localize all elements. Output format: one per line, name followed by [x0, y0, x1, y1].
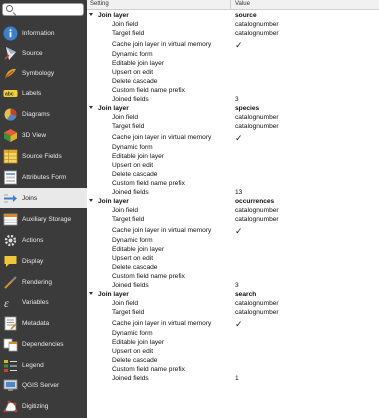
table-row[interactable] — [87, 39, 379, 51]
column-header-value[interactable]: Value — [235, 1, 250, 7]
variables-icon — [3, 295, 18, 310]
table-row[interactable] — [87, 282, 379, 291]
setting-label: Delete cascade — [112, 357, 158, 364]
setting-value: catalognumber — [235, 309, 279, 316]
table-header — [87, 0, 379, 10]
table-row[interactable] — [87, 114, 379, 123]
table-row[interactable] — [87, 330, 379, 339]
setting-label: Dynamic form — [112, 51, 153, 58]
setting-label: Dynamic form — [112, 237, 153, 244]
setting-label: Join field — [112, 21, 139, 28]
table-row[interactable] — [87, 96, 379, 105]
setting-label: Upsert on edit — [112, 348, 154, 355]
sidebar-item-label: Symbology — [22, 69, 55, 77]
sidebar-item-label: Source Fields — [22, 152, 62, 160]
setting-label: Join field — [112, 300, 139, 307]
sidebar-item-label: Variables — [22, 298, 49, 306]
sidebar-item-dependencies[interactable] — [0, 334, 87, 354]
sidebar-item-label: Joins — [22, 194, 38, 202]
setting-value: 1 — [235, 375, 239, 382]
table-row[interactable] — [87, 237, 379, 246]
setting-label: Joined fields — [112, 189, 149, 196]
setting-value: catalognumber — [235, 30, 279, 37]
information-icon — [3, 26, 18, 41]
table-row[interactable] — [87, 162, 379, 171]
setting-value: catalognumber — [235, 21, 279, 28]
join-layer-title: Join layer — [89, 105, 129, 112]
table-row[interactable] — [87, 348, 379, 357]
table-row[interactable] — [87, 339, 379, 348]
sidebar-item-information[interactable] — [0, 23, 87, 43]
source-fields-icon — [3, 149, 18, 164]
setting-label: Editable join layer — [112, 60, 165, 67]
table-row[interactable] — [87, 21, 379, 30]
setting-label: Delete cascade — [112, 264, 158, 271]
table-row[interactable] — [87, 87, 379, 96]
sidebar-item-digitizing[interactable] — [0, 396, 87, 416]
joins-icon — [3, 191, 18, 206]
setting-label: Custom field name prefix — [112, 180, 185, 187]
sidebar — [0, 0, 87, 418]
setting-value: catalognumber — [235, 216, 279, 223]
table-row[interactable] — [87, 144, 379, 153]
table-row[interactable] — [87, 51, 379, 60]
setting-label: Joined fields — [112, 375, 149, 382]
sidebar-item-actions[interactable] — [0, 230, 87, 250]
table-row[interactable] — [87, 357, 379, 366]
setting-value: 3 — [235, 282, 239, 289]
setting-value: 13 — [235, 189, 243, 196]
setting-label: Editable join layer — [112, 339, 165, 346]
sidebar-item-label: Display — [22, 257, 44, 265]
setting-label: Delete cascade — [112, 78, 158, 85]
rendering-icon — [3, 275, 18, 290]
sidebar-item-attributes-form[interactable] — [0, 167, 87, 187]
setting-label: Join field — [112, 114, 139, 121]
sidebar-item-variables[interactable] — [0, 292, 87, 312]
sidebar-item-qgis-server[interactable] — [0, 375, 87, 395]
join-layer-row[interactable] — [87, 198, 379, 207]
setting-label: Dynamic form — [112, 330, 153, 337]
column-header-setting[interactable]: Setting — [90, 1, 109, 7]
collapse-arrow-icon[interactable] — [89, 106, 93, 109]
sidebar-item-label: Diagrams — [22, 110, 50, 118]
table-row[interactable] — [87, 189, 379, 198]
setting-label: Upsert on edit — [112, 162, 154, 169]
table-row[interactable] — [87, 153, 379, 162]
setting-label: Upsert on edit — [112, 255, 154, 262]
symbology-icon — [3, 66, 18, 81]
sidebar-item-label: Dependencies — [22, 340, 64, 348]
checkmark-icon: ✓ — [235, 40, 243, 50]
setting-label: Cache join layer in virtual memory — [112, 227, 212, 234]
join-layer-row[interactable] — [87, 105, 379, 114]
sidebar-item-label: Labels — [22, 89, 42, 97]
labels-icon — [3, 86, 18, 101]
sidebar-item-symbology[interactable] — [0, 63, 87, 83]
sidebar-item-label: 3D View — [22, 131, 47, 139]
digitizing-icon — [3, 399, 18, 414]
checkmark-icon: ✓ — [235, 226, 243, 236]
metadata-icon — [3, 316, 18, 331]
setting-label: Custom field name prefix — [112, 366, 185, 373]
join-layer-title: Join layer — [89, 12, 129, 19]
table-row[interactable] — [87, 273, 379, 282]
setting-label: Joined fields — [112, 282, 149, 289]
search-icon — [6, 5, 13, 12]
collapse-arrow-icon[interactable] — [89, 13, 93, 16]
table-row[interactable] — [87, 366, 379, 375]
sidebar-item-diagrams[interactable] — [0, 104, 87, 124]
svg-text:abc: abc — [5, 91, 14, 98]
sidebar-item-display[interactable] — [0, 251, 87, 271]
sidebar-item-label: Metadata — [22, 319, 50, 327]
sidebar-item-legend[interactable] — [0, 355, 87, 375]
setting-value: catalognumber — [235, 207, 279, 214]
setting-label: Target field — [112, 30, 145, 37]
setting-label: Cache join layer in virtual memory — [112, 41, 212, 48]
sidebar-item-label: Rendering — [22, 278, 52, 286]
table-row[interactable] — [87, 60, 379, 69]
sidebar-item-source[interactable] — [0, 43, 87, 63]
dependencies-icon — [3, 337, 18, 352]
attributes-form-icon — [3, 170, 18, 185]
sidebar-item-source-fields[interactable] — [0, 146, 87, 166]
table-row[interactable] — [87, 207, 379, 216]
join-layer-row[interactable] — [87, 291, 379, 300]
table-row[interactable] — [87, 246, 379, 255]
table-row[interactable] — [87, 180, 379, 189]
table-row[interactable] — [87, 132, 379, 144]
table-row[interactable] — [87, 69, 379, 78]
setting-label: Editable join layer — [112, 246, 165, 253]
sidebar-item-auxiliary-storage[interactable] — [0, 209, 87, 229]
table-row[interactable] — [87, 225, 379, 237]
setting-label: Cache join layer in virtual memory — [112, 134, 212, 141]
sidebar-item-label: Auxiliary Storage — [22, 215, 72, 223]
setting-label: Upsert on edit — [112, 69, 154, 76]
checkmark-icon: ✓ — [235, 319, 243, 329]
table-row[interactable] — [87, 375, 379, 384]
sidebar-item-label: QGIS Server — [22, 381, 60, 389]
setting-label: Target field — [112, 123, 145, 130]
join-layer-title: Join layer — [89, 291, 129, 298]
join-layer-name: search — [235, 291, 257, 298]
table-row[interactable] — [87, 300, 379, 309]
setting-label: Target field — [112, 309, 145, 316]
sidebar-item-label: Actions — [22, 236, 44, 244]
joins-settings-table — [87, 0, 379, 418]
setting-label: Custom field name prefix — [112, 87, 185, 94]
table-row[interactable] — [87, 216, 379, 225]
sidebar-item-label: Source — [22, 49, 43, 57]
source-icon — [3, 46, 18, 61]
setting-label: Dynamic form — [112, 144, 153, 151]
sidebar-item-metadata[interactable] — [0, 313, 87, 333]
collapse-arrow-icon[interactable] — [89, 292, 93, 295]
setting-label: Target field — [112, 216, 145, 223]
setting-label: Joined fields — [112, 96, 149, 103]
legend-icon — [3, 358, 18, 373]
table-row[interactable] — [87, 30, 379, 39]
join-layer-row[interactable] — [87, 12, 379, 21]
collapse-arrow-icon[interactable] — [89, 199, 93, 202]
diagrams-icon — [3, 107, 18, 122]
svg-text:ε: ε — [4, 295, 9, 310]
actions-icon — [3, 233, 18, 248]
sidebar-item-label: Information — [22, 29, 55, 37]
sidebar-item-label: Attributes Form — [22, 173, 67, 181]
setting-value: catalognumber — [235, 123, 279, 130]
join-layer-name: species — [235, 105, 260, 112]
sidebar-item-joins[interactable] — [0, 188, 87, 208]
table-row[interactable] — [87, 255, 379, 264]
sidebar-item-labels[interactable] — [0, 83, 87, 103]
sidebar-search-input[interactable] — [2, 3, 84, 16]
3d-view-icon — [3, 128, 18, 143]
table-row[interactable] — [87, 264, 379, 273]
table-body — [87, 12, 379, 384]
setting-label: Delete cascade — [112, 171, 158, 178]
join-layer-name: occurrences — [235, 198, 275, 205]
sidebar-item-rendering[interactable] — [0, 272, 87, 292]
sidebar-item-label: Legend — [22, 361, 44, 369]
table-row[interactable] — [87, 171, 379, 180]
join-layer-title: Join layer — [89, 198, 129, 205]
display-icon — [3, 254, 18, 269]
setting-label: Join field — [112, 207, 139, 214]
sidebar-item-3d-view[interactable] — [0, 125, 87, 145]
setting-value: catalognumber — [235, 300, 279, 307]
setting-label: Editable join layer — [112, 153, 165, 160]
join-layer-name: source — [235, 12, 257, 19]
qgis-server-icon — [3, 378, 18, 393]
setting-value: 3 — [235, 96, 239, 103]
table-row[interactable] — [87, 123, 379, 132]
table-row[interactable] — [87, 318, 379, 330]
sidebar-item-label: Digitizing — [22, 402, 49, 410]
column-divider[interactable] — [230, 0, 231, 10]
setting-label: Cache join layer in virtual memory — [112, 320, 212, 327]
table-row[interactable] — [87, 309, 379, 318]
setting-value: catalognumber — [235, 114, 279, 121]
checkmark-icon: ✓ — [235, 133, 243, 143]
setting-label: Custom field name prefix — [112, 273, 185, 280]
table-row[interactable] — [87, 78, 379, 87]
auxiliary-storage-icon — [3, 212, 18, 227]
